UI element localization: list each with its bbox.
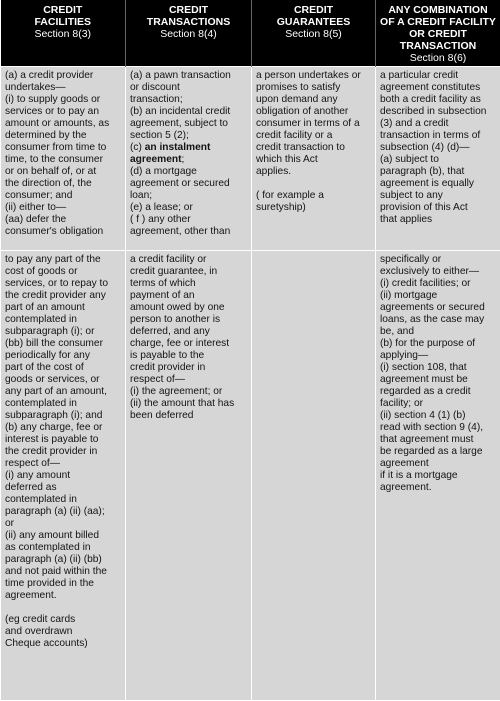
- cell-credit-facilities: to pay any part of the cost of goods or services, or to repay to the credit provider any part of an amount contemplated in subparagraph (i); or (bb) bill the consumer periodically for any part of the cost of goods or services, or any part of an amount, contemplated in subparagraph (i); and (b) any charge, fee or interest is payable to the credit provider in respect of— (i) any amount deferred as contemplated in paragraph (a) (ii) (aa); or (ii) any amount billed as contemplated in paragraph (a) (ii) (bb) and not paid within the time provided in the agreement. (eg credit cards and overdrawn Cheque accounts): [1, 251, 126, 701]
- header-section: Section 8(6): [379, 52, 497, 64]
- header-section: Section 8(3): [4, 28, 123, 40]
- cell-credit-guarantees: [252, 251, 376, 701]
- header-credit-guarantees: [252, 0, 376, 67]
- cell-credit-transactions: a credit facility or credit guarantee, in terms of which payment of an amount owed by one person to another is deferred, and any charge, fee or interest is payable to the credit provider in respect of— (i) the agreement; or (ii) the amount that has been deferred: [126, 251, 252, 701]
- header-title: ANY COMBINATION OF A CREDIT FACILITY OR CREDIT TRANSACTION: [379, 4, 497, 52]
- header-title: CREDIT GUARANTEES: [255, 4, 372, 28]
- table-row: [1, 67, 500, 251]
- header-title: CREDIT TRANSACTIONS: [129, 4, 248, 28]
- header-credit-transactions: [126, 0, 252, 67]
- cell-text-bold: an instalment agreement: [130, 142, 210, 165]
- cell-any-combination: a particular credit agreement constitutes both a credit facility as described in subsection (3) and a credit transaction in terms of subsection (4) (d)— (a) subject to paragraph (b), that agreement is equally subject to any provision of this Act that applies: [376, 67, 500, 251]
- header-section: Section 8(4): [129, 28, 248, 40]
- header-section: Section 8(5): [255, 28, 372, 40]
- cell-credit-facilities: (a) a credit provider undertakes— (i) to supply goods or services or to pay an amount or amounts, as determined by the consumer from time to time, to the consumer or on behalf of, or at the direction of, the consumer; and (ii) either to— (aa) defer the consumer's obligation: [1, 67, 126, 251]
- cell-text: ; (d) a mortgage agreement or secured loan; (e) a lease; or ( f ) any other agreement, other than: [130, 154, 230, 237]
- cell-credit-transactions: [126, 67, 252, 251]
- cell-any-combination: specifically or exclusively to either— (i) credit facilities; or (ii) mortgage agreements or secured loans, as the case may be, and (b) for the purpose of applying— (i) section 108, that agreement must be regarded as a credit facility; or (ii) section 4 (1) (b) read with section 9 (4), that agreement must be regarded as a large agreement if it is a mortgage agreement.: [376, 251, 500, 701]
- table-row: [1, 251, 500, 701]
- table-header-row: [1, 0, 500, 67]
- cell-credit-guarantees: a person undertakes or promises to satisfy upon demand any obligation of another consumer in terms of a credit facility or a credit transaction to which this Act applies. ( for example a suretyship): [252, 67, 376, 251]
- header-credit-facilities: [1, 0, 126, 67]
- header-title: CREDIT FACILITIES: [4, 4, 123, 28]
- cell-text: (a) a pawn transaction or discount transaction; (b) an incidental credit agreement, subject to section 5 (2); (c): [130, 70, 231, 153]
- header-any-combination: [376, 0, 500, 67]
